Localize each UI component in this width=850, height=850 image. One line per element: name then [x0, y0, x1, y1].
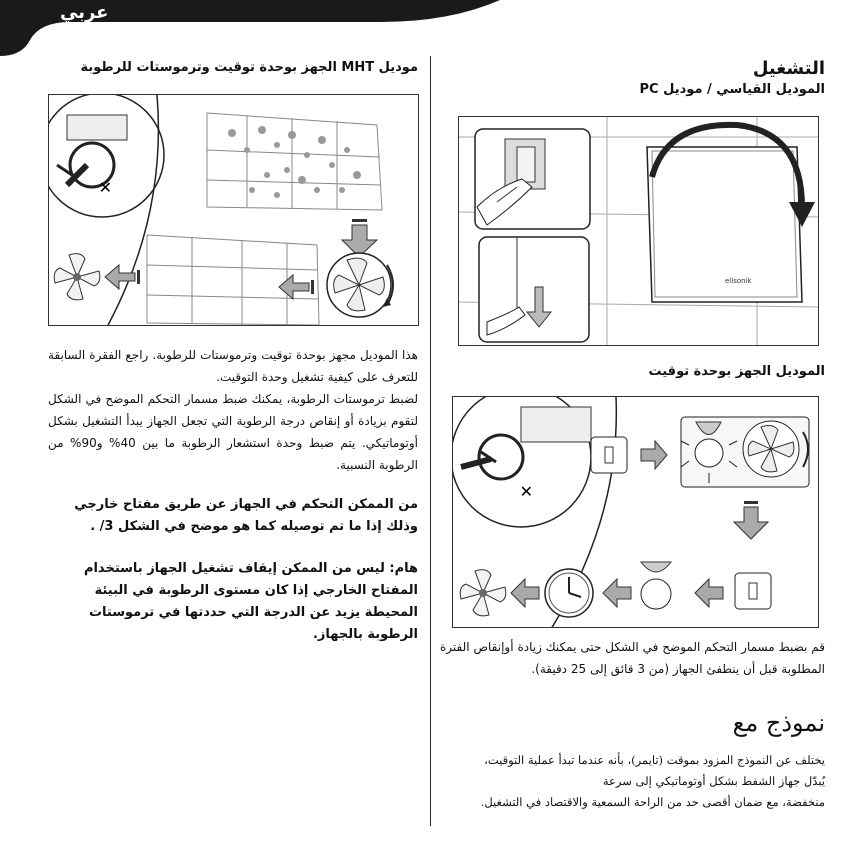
mht-paragraph-2: لضبط ترموستات الرطوبة، يمكنك ضبط مسمار التحكم الموضح في الشكل لتقوم بزيادة أو إنقاص درجة الرطوبة التي تجعل الجهاز يبدأ التشغيل بشكل أوتوماتيكي. يتم ضبط وحدة استشعار الرطوبة ما بين 40% و90% من الرطوبة النسبية. — [48, 392, 419, 472]
standard-operation-figure — [458, 116, 819, 346]
standard-model-subheading: الموديل القياسي / موديل PC — [639, 82, 825, 97]
mht-heading: موديل MHT الجهز بوحدة توقيت وترموستات للرطوبة — [80, 60, 418, 75]
timer-figure — [452, 396, 819, 628]
important-note: هام: ليس من الممكن إيقاف تشغيل الجهاز باستخدام المفتاح الخارجي إذا كان مستوى الرطوبة في البيئة المحيطة يزيد عن الدرجة التي حددتها في ترموستات الرطوبة بالجهاز. — [83, 561, 418, 642]
svg-text:✕: ✕ — [98, 178, 112, 197]
column-divider — [430, 56, 431, 826]
humidistat-figure — [48, 94, 419, 326]
svg-text:✕: ✕ — [519, 482, 533, 501]
language-label: عربي — [60, 2, 109, 23]
timer-paragraph: قم بضبط مسمار التحكم الموضح في الشكل حتى يمكنك زيادة أوإنقاص الفترة المطلوبة قبل أن ينطفئ الجهاز (من 3 قائق إلى 25 دقيقة). — [440, 640, 825, 676]
mht-paragraph-1: هذا الموديل مجهز بوحدة توقيت وترموستات للرطوبة. راجع الفقرة السابقة للتعرف على كيفية تشغيل وحدة التوقيت. — [48, 348, 418, 384]
model-paragraph-1: يختلف عن النموذج المزود بموقت (تايمر)، بأنه عندما تبدأ عملية التوقيت، — [484, 753, 825, 767]
model-paragraph-2: يُبدّل جهاز الشفط بشكل أوتوماتيكي إلى سرعة — [602, 774, 825, 788]
fan-brand-label: ellsonik — [725, 277, 752, 285]
timer-model-heading: الموديل الجهز بوحدة توقيت — [648, 364, 825, 379]
operation-heading: التشغيل — [752, 58, 825, 79]
external-switch-note: من الممكن التحكم في الجهاز عن طريق مفتاح خارجي وذلك إذا ما تم توصيله كما هو موضح في الشكل 3/ . — [74, 497, 418, 534]
model-with-heading: نموذج مع — [732, 709, 825, 737]
model-paragraph-3: منخفضة، مع ضمان أقصى حد من الراحة السمعية والاقتصاد في التشغيل. — [480, 795, 825, 809]
language-tab — [0, 0, 500, 60]
